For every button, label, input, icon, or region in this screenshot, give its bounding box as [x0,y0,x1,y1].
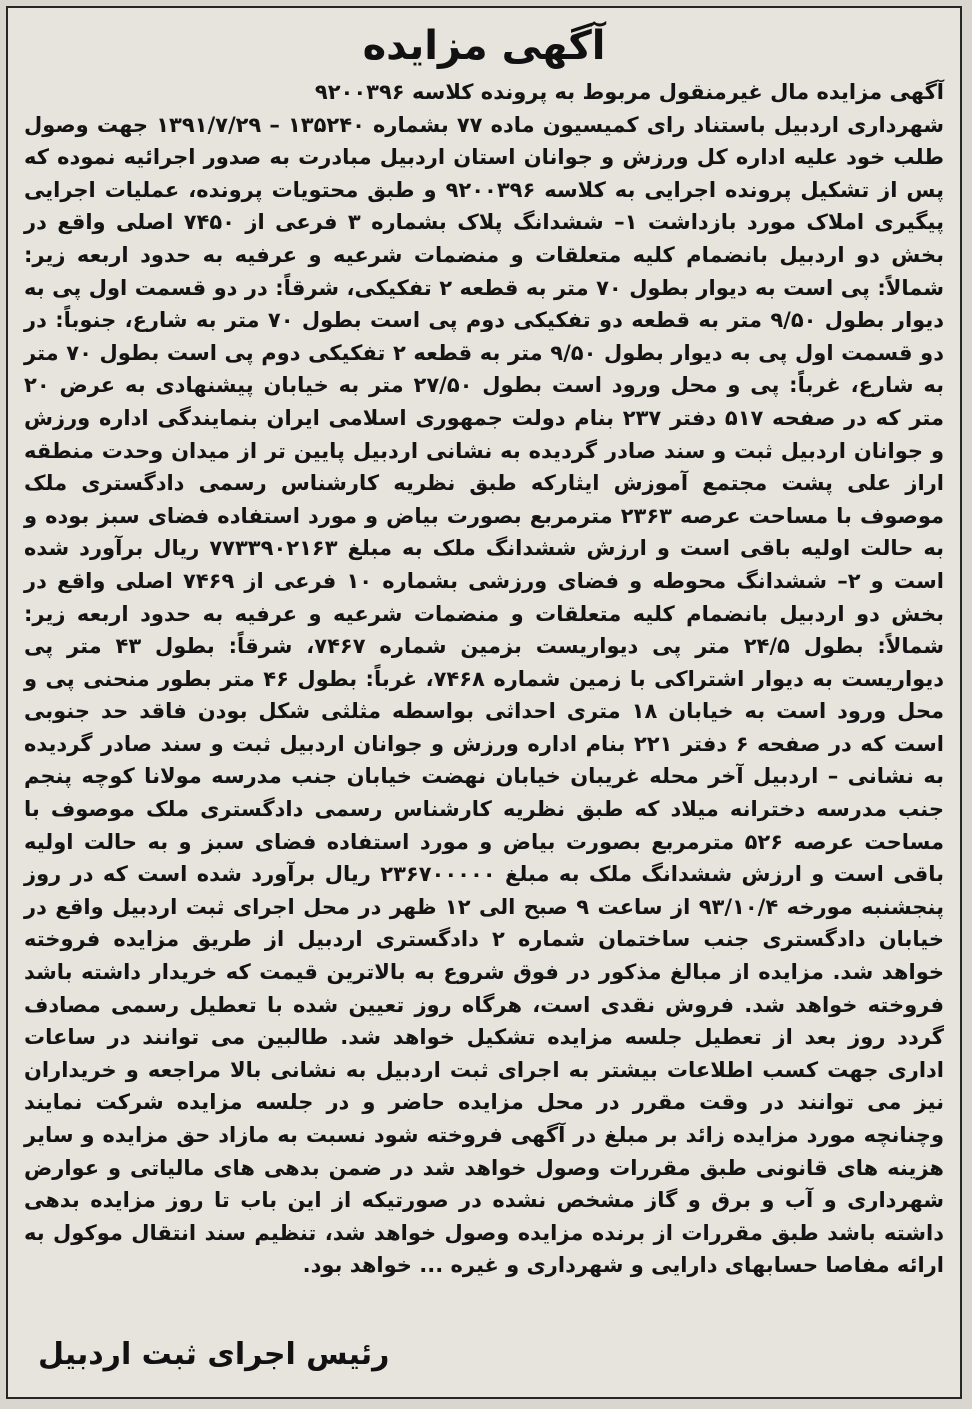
notice-subject-line: آگهی مزایده مال غیرمنقول مربوط به پرونده کلاسه ۹۲۰۰۳۹۶ [314,80,944,104]
notice-signature: رئیس اجرای ثبت اردبیل [38,1337,390,1372]
notice-main-text: شهرداری اردبیل باستناد رای کمیسیون ماده ۷۷ بشماره ۱۳۵۲۴۰ – ۱۳۹۱/۷/۲۹ جهت وصول طلب خود علیه اداره کل ورزش و جوانان استان اردبیل مبادرت به صدور اجرائیه نموده که پس از تشکیل پرونده اجرایی به کلاسه ۹۲۰۰۳۹۶ و طبق محتویات پرونده، عملیات اجرایی پیگیری املاک مورد بازداشت ۱– ششدانگ پلاک بشماره ۳ فرعی از ۷۴۵۰ اصلی واقع در بخش دو اردبیل بانضمام کلیه متعلقات و منضمات شرعیه و عرفیه به حدود اربعه زیر: شمالاً: پی است به دیوار بطول ۷۰ متر به قطعه ۲ تفکیکی، شرقاً: در دو قسمت اول پی به دیوار بطول ۹/۵۰ متر به قطعه دو تفکیکی دوم پی است بطول ۷۰ متر به شارع، جنوباً: در دو قسمت اول پی به دیوار بطول ۹/۵۰ متر به قطعه ۲ تفکیکی دوم پی است بطول ۷۰ متر به شارع، غرباً: پی و محل ورود است بطول ۲۷/۵۰ متر به خیابان پیشنهادی به عرض ۲۰ متر که در صفحه ۵۱۷ دفتر ۲۳۷ بنام دولت جمهوری اسلامی ایران بنمایندگی اداره ورزش و جوانان اردبیل ثبت و سند صادر گردیده به نشانی اردبیل پایین تر از میدان وحدت منطقه اراز علی پشت مجتمع آموزش ایثارکه طبق نظریه کارشناس رسمی دادگستری ملک موصوف با مساحت عرصه ۲۳۶۳ مترمربع بصورت بیاض و مورد استفاده فضای سبز بوده و به حالت اولیه باقی است و ارزش ششدانگ ملک به مبلغ ۷۷۳۳۹۰۲۱۶۳ ریال برآورد شده است و ۲– ششدانگ محوطه و فضای ورزشی بشماره ۱۰ فرعی از ۷۴۶۹ اصلی واقع در بخش دو اردبیل بانضمام کلیه متعلقات و منضمات شرعیه و عرفیه به حدود اربعه زیر: شمالاً: بطول ۲۴/۵ متر پی دیواریست بزمین شماره ۷۴۶۷، شرقاً: بطول ۴۳ متر پی دیواریست به دیوار اشتراکی با زمین شماره ۷۴۶۸، غرباً: بطول ۴۶ متر بطور منحنی پی و محل ورود است به خیابان ۱۸ متری احداثی بواسطه مثلثی شکل بودن فاقد حد جنوبی است که در صفحه ۶ دفتر ۲۲۱ بنام اداره ورزش و جوانان اردبیل ثبت و سند صادر گردیده به نشانی – اردبیل آخر محله غریبان خیابان نهضت خیابان جنب مدرسه مولانا کوچه پنجم جنب مدرسه دخترانه میلاد که طبق نظریه کارشناس رسمی دادگستری ملک موصوف با مساحت عرصه ۵۲۶ مترمربع بصورت بیاض و مورد استفاده فضای سبز و به حالت اولیه باقی است و ارزش ششدانگ ملک به مبلغ ۲۳۶۷۰۰۰۰۰ ریال برآورد شده است که در روز پنجشنبه مورخه ۹۳/۱۰/۴ از ساعت ۹ صبح الی ۱۲ ظهر در محل اجرای ثبت اردبیل واقع در خیابان دادگستری جنب ساختمان شماره ۲ دادگستری اردبیل از طریق مزایده فروخته خواهد شد. مزایده از مبالغ مذکور در فوق شروع به بالاترین قیمت که خریدار داشته باشد فروخته خواهد شد. فروش نقدی است، هرگاه روز تعیین شده با تعطیل رسمی مصادف گردد روز بعد از تعطیل جلسه مزایده تشکیل خواهد شد. طالبین می توانند در ساعات اداری جهت کسب اطلاعات بیشتر به اجرای ثبت اردبیل به نشانی بالا مراجعه و خریداران نیز می توانند در وقت مقرر در محل مزایده حاضر و در جلسه مزایده شرکت نمایند وچنانچه مورد مزایده زائد بر مبلغ در آگهی فروخته شود نسبت به مازاد حق مزایده و سایر هزینه های قانونی طبق مقررات وصول خواهد شد در ضمن بدهی های مالیاتی و عوارض شهرداری و آب و برق و گاز مشخص نشده در صورتیکه از این باب تا روز مزایده بدهی داشته باشد طبق مقررات از برنده مزایده وصول خواهد شد، تنظیم سند انتقال موکول به ارائه مفاصا حسابهای دارایی و شهرداری و غیره ... خواهد بود. [24,112,945,1278]
notice-body [8,76,960,1282]
auction-notice [6,6,962,1399]
notice-title: آگهی مزایده [362,23,606,69]
